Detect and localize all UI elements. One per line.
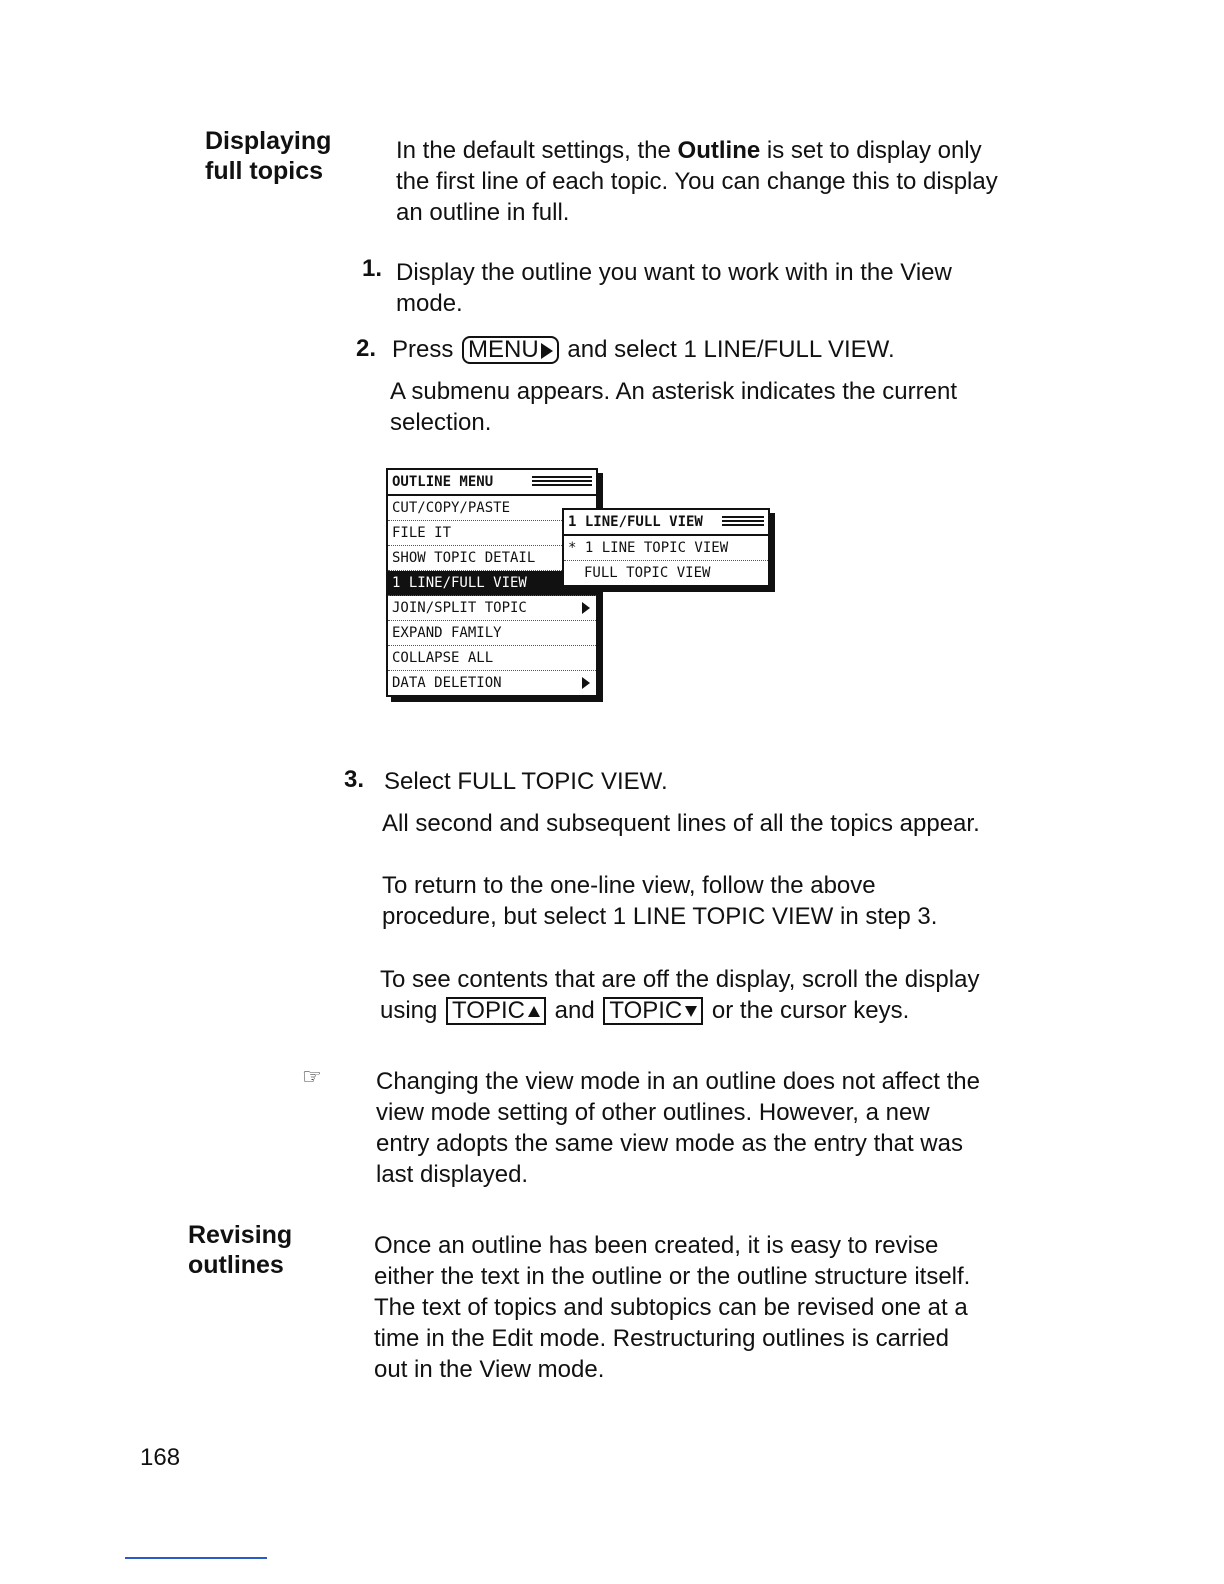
step-2-note-line: selection.: [390, 409, 492, 436]
step-2-select: and select 1 LINE/FULL VIEW.: [567, 336, 895, 363]
step-1-line: mode.: [396, 290, 463, 317]
menu-key-label: MENU: [468, 336, 539, 363]
intro-line-1: [396, 135, 1086, 166]
menu-item-show-topic-detail[interactable]: SHOW TOPIC DETAIL: [388, 546, 596, 571]
scroll-and: and: [554, 997, 595, 1024]
revising-paragraph: [374, 1230, 1064, 1385]
footer-line: [125, 1557, 267, 1559]
return-line: To return to the one-line view, follow the above: [382, 872, 876, 899]
heading-line: Displaying: [205, 127, 332, 155]
menu-key: [462, 336, 559, 364]
outline-menu-title: [388, 470, 596, 496]
scroll-line: To see contents that are off the display, scroll the display: [380, 966, 980, 993]
return-line: procedure, but select 1 LINE TOPIC VIEW in step 3.: [382, 903, 938, 930]
pointing-hand-icon: ☞: [302, 1064, 322, 1089]
topic-up-key-label: TOPIC: [452, 997, 525, 1024]
return-paragraph: [382, 870, 1062, 932]
heading-line: Revising: [188, 1221, 293, 1249]
step-2-note: [390, 376, 1050, 438]
note-line: entry adopts the same view mode as the entry that was: [376, 1130, 963, 1157]
revising-line: time in the Edit mode. Restructuring outlines is carried: [374, 1325, 949, 1352]
intro-text: is set to display only: [760, 137, 982, 164]
revising-line: out in the View mode.: [374, 1356, 605, 1383]
intro-paragraph: [396, 135, 1086, 228]
step-3-text: Select FULL TOPIC VIEW.: [384, 768, 668, 795]
menu-item-expand-family[interactable]: EXPAND FAMILY: [388, 621, 596, 646]
step-2-number: 2.: [355, 335, 376, 362]
menu-item-file-it[interactable]: FILE IT: [388, 521, 596, 546]
heading-line: outlines: [188, 1251, 284, 1279]
title-stripes: [532, 476, 592, 488]
topic-up-key: [446, 997, 546, 1025]
topic-down-key: [603, 997, 703, 1025]
revising-line: Once an outline has been created, it is easy to revise: [374, 1232, 939, 1259]
intro-line-3: an outline in full.: [396, 199, 570, 226]
revising-line: either the text in the outline or the outline structure itself.: [374, 1263, 971, 1290]
up-triangle-icon: [528, 1006, 540, 1017]
note-line: Changing the view mode in an outline does not affect the: [376, 1068, 980, 1095]
submenu-title-text: 1 LINE/FULL VIEW: [568, 514, 703, 530]
note-paragraph: [376, 1066, 1066, 1190]
revising-line: The text of topics and subtopics can be revised one at a: [374, 1294, 968, 1321]
step-3-note: All second and subsequent lines of all the topics appear.: [382, 810, 980, 837]
right-arrow-icon: [541, 343, 553, 359]
scroll-cursor-keys: or the cursor keys.: [711, 997, 910, 1024]
step-1-number: 1.: [361, 255, 382, 282]
step-1-text: [396, 257, 1056, 319]
step-2-text: [392, 334, 1052, 365]
intro-line-2: the first line of each topic. You can change this to display: [396, 168, 998, 195]
scroll-paragraph: [380, 964, 1070, 1026]
menu-item-1-line-full-view[interactable]: 1 LINE/FULL VIEW: [388, 571, 596, 596]
step-1-line: Display the outline you want to work with in the View: [396, 259, 952, 286]
menu-item-label: JOIN/SPLIT TOPIC: [392, 600, 527, 616]
menu-item-join-split-topic[interactable]: [388, 596, 596, 621]
menu-item-collapse-all[interactable]: COLLAPSE ALL: [388, 646, 596, 671]
section-heading-displaying: [205, 126, 331, 186]
submenu-arrow-icon: [582, 602, 590, 614]
topic-down-key-label: TOPIC: [609, 997, 683, 1024]
title-stripes: [722, 516, 764, 528]
submenu-item-1-line-topic-view[interactable]: * 1 LINE TOPIC VIEW: [564, 536, 768, 561]
menu-item-data-deletion[interactable]: [388, 671, 596, 695]
submenu-title: [564, 510, 768, 536]
submenu-arrow-icon: [582, 677, 590, 689]
scroll-using: using: [380, 997, 438, 1024]
note-line: view mode setting of other outlines. However, a new: [376, 1099, 930, 1126]
page-number: 168: [140, 1444, 181, 1471]
intro-text: In the default settings, the: [396, 137, 678, 164]
note-line: last displayed.: [376, 1161, 529, 1188]
step-2-note-line: A submenu appears. An asterisk indicates the current: [390, 378, 957, 405]
menu-item-label: DATA DELETION: [392, 675, 502, 691]
submenu-item-full-topic-view[interactable]: FULL TOPIC VIEW: [584, 565, 711, 581]
outline-bold: Outline: [677, 137, 761, 164]
scroll-line: [380, 995, 1070, 1026]
outline-menu-title-text: OUTLINE MENU: [392, 474, 494, 490]
down-triangle-icon: [685, 1006, 697, 1017]
section-heading-revising: [188, 1220, 292, 1280]
step-2-press: Press: [392, 336, 454, 363]
menu-item-cut-copy-paste[interactable]: CUT/COPY/PASTE: [388, 496, 596, 521]
heading-line: full topics: [205, 157, 324, 185]
step-3-number: 3.: [343, 766, 364, 793]
view-submenu: [562, 508, 770, 587]
